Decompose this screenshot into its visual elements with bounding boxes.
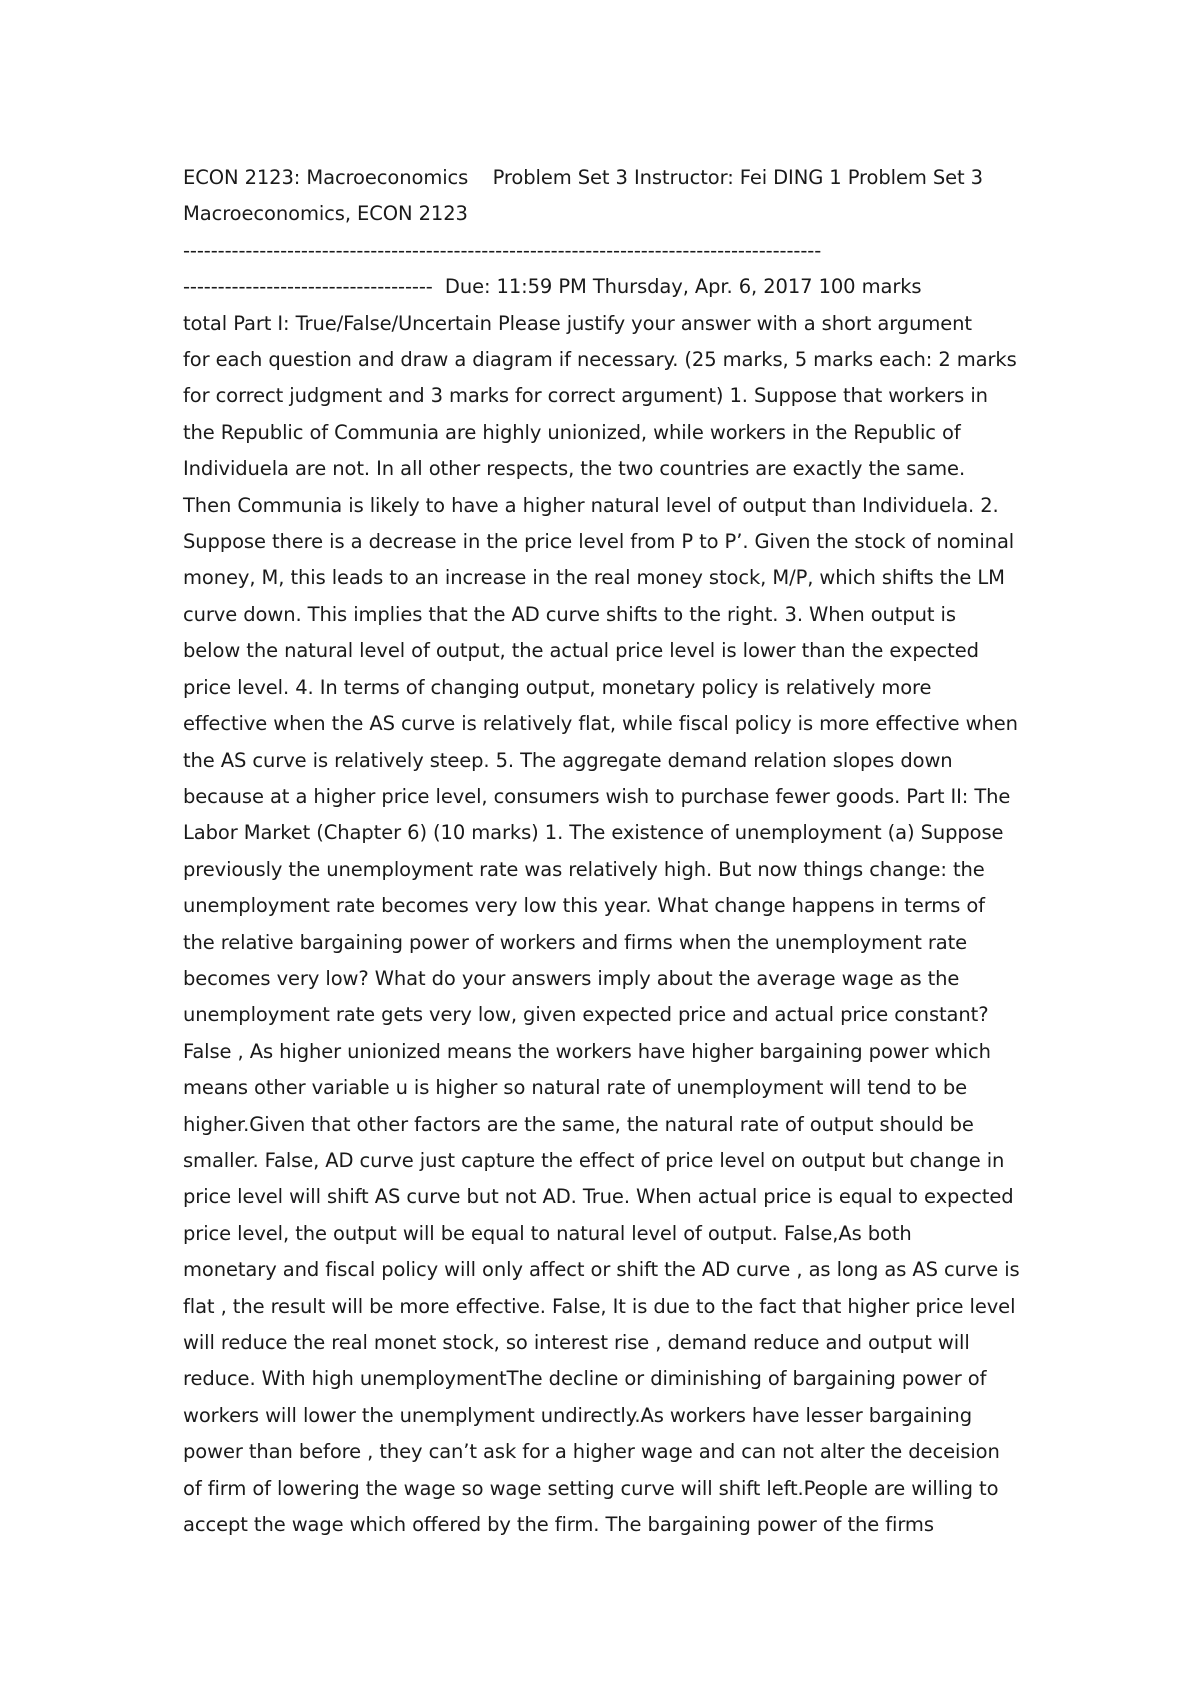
document-line: the Republic of Communia are highly unionized, while workers in the Republic of — [183, 420, 961, 444]
document-line: higher.Given that other factors are the same, the natural rate of output should be — [183, 1112, 974, 1136]
document-line: unemployment rate gets very low, given expected price and actual price constant? — [183, 1003, 989, 1027]
document-line: money, M, this leads to an increase in the real money stock, M/P, which shifts the LM — [183, 566, 1005, 590]
document-line: unemployment rate becomes very low this year. What change happens in terms of — [183, 894, 985, 918]
document-line: below the natural level of output, the actual price level is lower than the expected — [183, 639, 979, 663]
document-line: for each question and draw a diagram if necessary. (25 marks, 5 marks each: 2 marks — [183, 348, 1017, 372]
document-line: Then Communia is likely to have a higher natural level of output than Individuela. 2. — [183, 493, 999, 517]
document-line: False , As higher unionized means the workers have higher bargaining power which — [183, 1039, 991, 1063]
document-line: accept the wage which offered by the firm. The bargaining power of the firms — [183, 1513, 934, 1537]
document-line: because at a higher price level, consumers wish to purchase fewer goods. Part II: The — [183, 784, 1011, 808]
document-line: -------------------------------------------------------------------------------------------- — [183, 238, 822, 262]
document-line: of firm of lowering the wage so wage setting curve will shift left.People are willing to — [183, 1476, 999, 1500]
document-line: monetary and fiscal policy will only affect or shift the AD curve , as long as AS curve is — [183, 1258, 1020, 1282]
document-line: for correct judgment and 3 marks for correct argument) 1. Suppose that workers in — [183, 384, 988, 408]
document-line: power than before , they can’t ask for a higher wage and can not alter the deceision — [183, 1440, 1000, 1464]
document-line: reduce. With high unemploymentThe decline or diminishing of bargaining power of — [183, 1367, 987, 1391]
document-line: smaller. False, AD curve just capture the effect of price level on output but change in — [183, 1148, 1005, 1172]
document-line: curve down. This implies that the AD curve shifts to the right. 3. When output is — [183, 602, 956, 626]
document-line: flat , the result will be more effective. False, It is due to the fact that higher price level — [183, 1294, 1016, 1318]
document-body-text — [183, 160, 1035, 1543]
document-line: means other variable u is higher so natural rate of unemployment will tend to be — [183, 1076, 968, 1100]
document-line: effective when the AS curve is relatively flat, while fiscal policy is more effective when — [183, 712, 1018, 736]
document-line: previously the unemployment rate was relatively high. But now things change: the — [183, 857, 985, 881]
document-line: Macroeconomics, ECON 2123 — [183, 202, 468, 226]
document-line: the relative bargaining power of workers and firms when the unemployment rate — [183, 930, 968, 954]
document-line: ------------------------------------ Due: 11:59 PM Thursday, Apr. 6, 2017 100 marks — [183, 275, 922, 299]
document-line: workers will lower the unemplyment undirectly.As workers have lesser bargaining — [183, 1403, 972, 1427]
document-line: the AS curve is relatively steep. 5. The aggregate demand relation slopes down — [183, 748, 953, 772]
document-line: will reduce the real monet stock, so interest rise , demand reduce and output will — [183, 1331, 970, 1354]
document-line: becomes very low? What do your answers imply about the average wage as the — [183, 966, 960, 990]
document-line: Suppose there is a decrease in the price level from P to P’. Given the stock of nominal — [183, 530, 1015, 554]
document-line: price level. 4. In terms of changing output, monetary policy is relatively more — [183, 675, 932, 699]
document-line: Labor Market (Chapter 6) (10 marks) 1. The existence of unemployment (a) Suppose — [183, 821, 1004, 845]
document-line: price level, the output will be equal to natural level of output. False,As both — [183, 1221, 912, 1245]
document-line: total Part I: True/False/Uncertain Please justify your answer with a short argument — [183, 311, 972, 335]
document-line: Individuela are not. In all other respects, the two countries are exactly the same. — [183, 457, 966, 481]
document-line: ECON 2123: Macroeconomics Problem Set 3 Instructor: Fei DING 1 Problem Set 3 — [183, 166, 983, 189]
document-line: price level will shift AS curve but not AD. True. When actual price is equal to expected — [183, 1185, 1014, 1209]
